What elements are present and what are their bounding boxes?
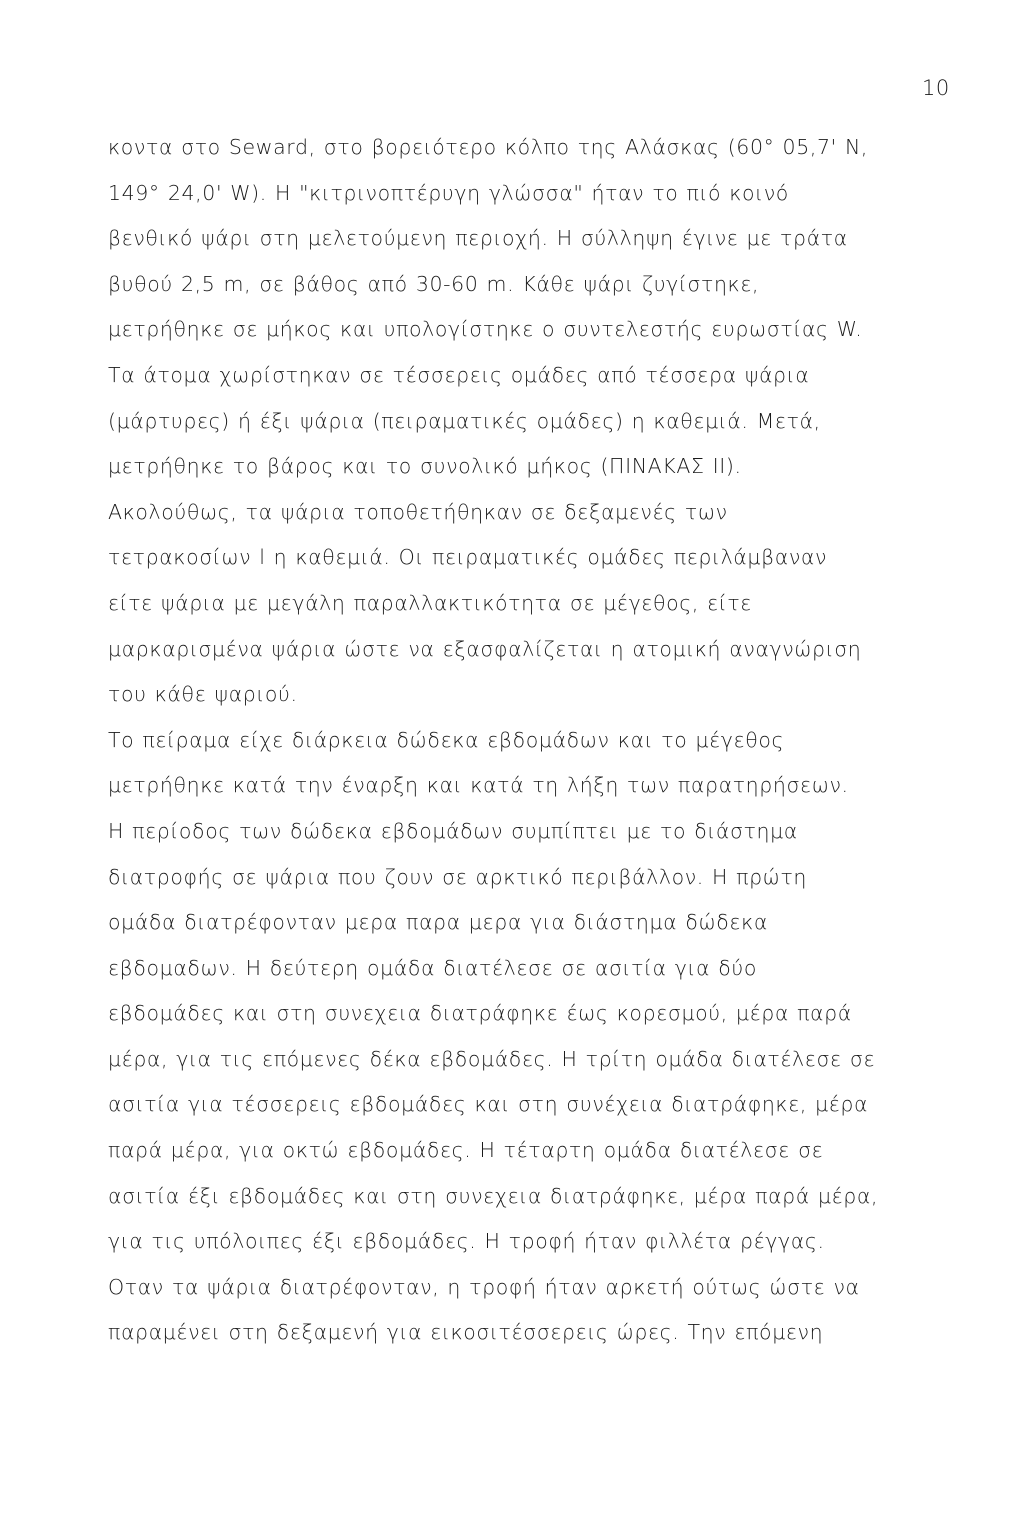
text-line: (μάρτυρες) ή έξι ψάρια (πειραματικές ομάδες) η καθεμιά. Μετά, bbox=[108, 408, 821, 433]
text-line: Το πείραμα είχε διάρκεια δώδεκα εβδομάδων και το μέγεθος bbox=[108, 727, 785, 752]
text-line: είτε ψάρια με μεγάλη παραλλακτικότητα σε μέγεθος, είτε bbox=[108, 590, 752, 615]
text-line: μετρήθηκε σε μήκος και υπολογίστηκε ο συντελεστής ευρωστίας W. bbox=[108, 317, 863, 342]
text-line: για τις υπόλοιπες έξι εβδομάδες. Η τροφή ήταν φιλλέτα ρέγγας. bbox=[108, 1229, 825, 1254]
text-line: Οταν τα ψάρια διατρέφονταν, η τροφή ήταν αρκετή ούτως ώστε να bbox=[108, 1274, 860, 1299]
text-line: βενθικό ψάρι στη μελετούμενη περιοχή. Η σύλληψη έγινε με τράτα bbox=[108, 226, 848, 251]
text-line: ομάδα διατρέφονταν μερα παρα μερα για διάστημα δώδεκα bbox=[108, 910, 768, 935]
text-line: μέρα, για τις επόμενες δέκα εβδομάδες. Η τρίτη ομάδα διατέλεσε σε bbox=[108, 1046, 876, 1071]
text-line: ασιτία για τέσσερεις εβδομάδες και στη συνέχεια διατράφηκε, μέρα bbox=[108, 1092, 869, 1117]
text-line: παραμένει στη δεξαμενή για εικοσιτέσσερεις ώρες. Την επόμενη bbox=[108, 1320, 824, 1345]
text-line: εβδομάδες και στη συνεχεια διατράφηκε έως κορεσμού, μέρα παρά bbox=[108, 1001, 852, 1026]
text-line: παρά μέρα, για οκτώ εβδομάδες. Η τέταρτη ομάδα διατέλεσε σε bbox=[108, 1138, 824, 1163]
text-line: 149° 24,0' W). Η "κιτρινοπτέρυγη γλώσσα" ήταν το πιό κοινό bbox=[108, 180, 789, 205]
text-line: Τα άτομα χωρίστηκαν σε τέσσερεις ομάδες από τέσσερα ψάρια bbox=[108, 362, 810, 387]
text-line: εβδομαδων. Η δεύτερη ομάδα διατέλεσε σε ασιτία για δύο bbox=[108, 955, 758, 980]
text-line: μετρήθηκε κατά την έναρξη και κατά τη λήξη των παρατηρήσεων. bbox=[108, 773, 849, 798]
page-number: 10 bbox=[922, 76, 950, 100]
text-line: τετρακοσίων l η καθεμιά. Οι πειραματικές ομάδες περιλάμβαναν bbox=[108, 545, 828, 570]
body-text bbox=[108, 125, 988, 1356]
text-line: διατροφής σε ψάρια που ζουν σε αρκτικό περιβάλλον. Η πρώτη bbox=[108, 864, 807, 889]
text-line: Ακολούθως, τα ψάρια τοποθετήθηκαν σε δεξαμενές των bbox=[108, 499, 728, 524]
text-line: μετρήθηκε το βάρος και το συνολικό μήκος (ΠΙΝΑΚΑΣ ΙΙ). bbox=[108, 454, 742, 479]
text-line: μαρκαρισμένα ψάρια ώστε να εξασφαλίζεται η ατομική αναγνώριση bbox=[108, 636, 862, 661]
text-line: ασιτία έξι εβδομάδες και στη συνεχεια διατράφηκε, μέρα παρά μέρα, bbox=[108, 1183, 879, 1208]
text-line: Η περίοδος των δώδεκα εβδομάδων συμπίπτει με το διάστημα bbox=[108, 818, 798, 843]
text-line: κοντα στο Seward, στο βορειότερο κόλπο της Αλάσκας (60° 05,7' N, bbox=[108, 135, 869, 159]
text-line: βυθού 2,5 m, σε βάθος από 30-60 m. Κάθε ψάρι ζυγίστηκε, bbox=[108, 271, 760, 296]
text-line: του κάθε ψαριού. bbox=[108, 682, 298, 707]
